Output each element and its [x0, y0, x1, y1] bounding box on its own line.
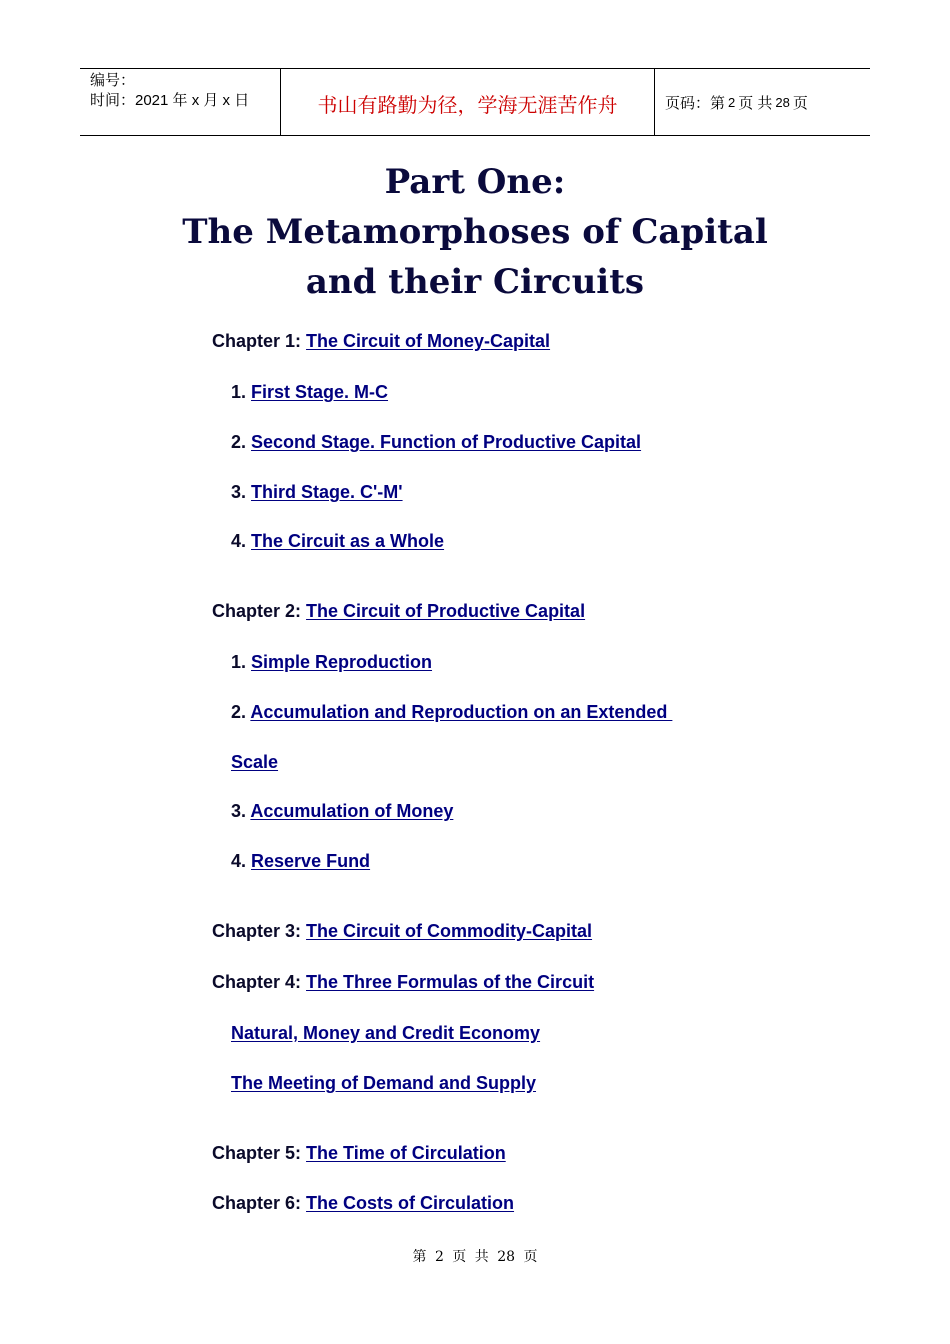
toc-link[interactable]: The Circuit as a Whole	[251, 531, 445, 551]
toc-link[interactable]: The Meeting of Demand and Supply	[231, 1073, 537, 1093]
toc-section	[231, 701, 672, 723]
toc-section	[231, 850, 370, 872]
toc-prefix: Chapter 6:	[212, 1193, 307, 1213]
toc-section	[231, 530, 444, 552]
toc-chapter-4	[212, 971, 594, 993]
toc-link[interactable]: Accumulation and Reproduction on an Extended	[250, 702, 673, 722]
toc-prefix: 4.	[231, 531, 252, 551]
toc-link[interactable]: Accumulation of Money	[250, 801, 454, 821]
toc-section	[231, 651, 432, 673]
toc-section	[231, 481, 403, 503]
page-suffix: 页	[792, 94, 808, 112]
toc-prefix: 4.	[231, 851, 252, 871]
footer-page-number: 第 2 页 共 28 页	[412, 1249, 538, 1265]
toc-link[interactable]: Second Stage. Function of Productive Capital	[251, 432, 642, 452]
title-line-2: The Metamorphoses of Capital	[182, 212, 768, 252]
page-mid: 页 共	[738, 94, 773, 112]
toc-link[interactable]: Simple Reproduction	[251, 652, 433, 672]
toc-link[interactable]: Scale	[231, 752, 279, 772]
page-current: 2	[728, 94, 736, 110]
toc-chapter-2	[212, 600, 585, 622]
page-total: 28	[775, 94, 790, 110]
toc-prefix: Chapter 4:	[212, 972, 307, 992]
toc-prefix: 2.	[231, 432, 252, 452]
toc-link[interactable]: First Stage. M-C	[251, 382, 389, 402]
toc-section	[231, 1072, 536, 1094]
toc-chapter-3	[212, 920, 592, 942]
toc-prefix: 1.	[231, 382, 252, 402]
toc-link[interactable]: The Costs of Circulation	[306, 1193, 515, 1213]
toc-prefix: Chapter 2:	[212, 601, 307, 621]
toc-section	[231, 381, 388, 403]
page-prefix: 页码：第	[665, 94, 726, 112]
toc-prefix: Chapter 1:	[212, 331, 307, 351]
toc-prefix: 2.	[231, 702, 251, 722]
toc-section	[231, 1022, 540, 1044]
toc-link[interactable]: The Circuit of Money-Capital	[306, 331, 551, 351]
toc-chapter-1	[212, 330, 550, 352]
toc-section	[231, 800, 453, 822]
toc-link[interactable]: Third Stage. C'-M'	[251, 482, 403, 502]
toc-link[interactable]: Reserve Fund	[251, 851, 371, 871]
toc-prefix: 3.	[231, 482, 252, 502]
title-line-3: and their Circuits	[305, 262, 645, 302]
toc-link[interactable]: The Three Formulas of the Circuit	[306, 972, 595, 992]
toc-link[interactable]: Natural, Money and Credit Economy	[231, 1023, 541, 1043]
toc-chapter-6	[212, 1192, 514, 1214]
toc-section-continued	[231, 751, 278, 773]
document-date: 时间：2021 年 x 月 x 日	[90, 92, 250, 109]
toc-section	[231, 431, 641, 453]
toc-prefix: Chapter 5:	[212, 1143, 307, 1163]
toc-link[interactable]: The Circuit of Commodity-Capital	[306, 921, 593, 941]
toc-prefix: 1.	[231, 652, 252, 672]
toc-link[interactable]: The Circuit of Productive Capital	[306, 601, 586, 621]
toc-prefix: Chapter 3:	[212, 921, 307, 941]
title-line-1: Part One:	[384, 162, 566, 202]
toc-link[interactable]: The Time of Circulation	[306, 1143, 506, 1163]
document-number-label: 编号：	[90, 72, 136, 89]
toc-prefix: 3.	[231, 801, 251, 821]
page-footer	[0, 1246, 950, 1266]
toc-chapter-5	[212, 1142, 506, 1164]
header-motto: 书山有路勤为径，学海无涯苦作舟	[317, 92, 618, 117]
